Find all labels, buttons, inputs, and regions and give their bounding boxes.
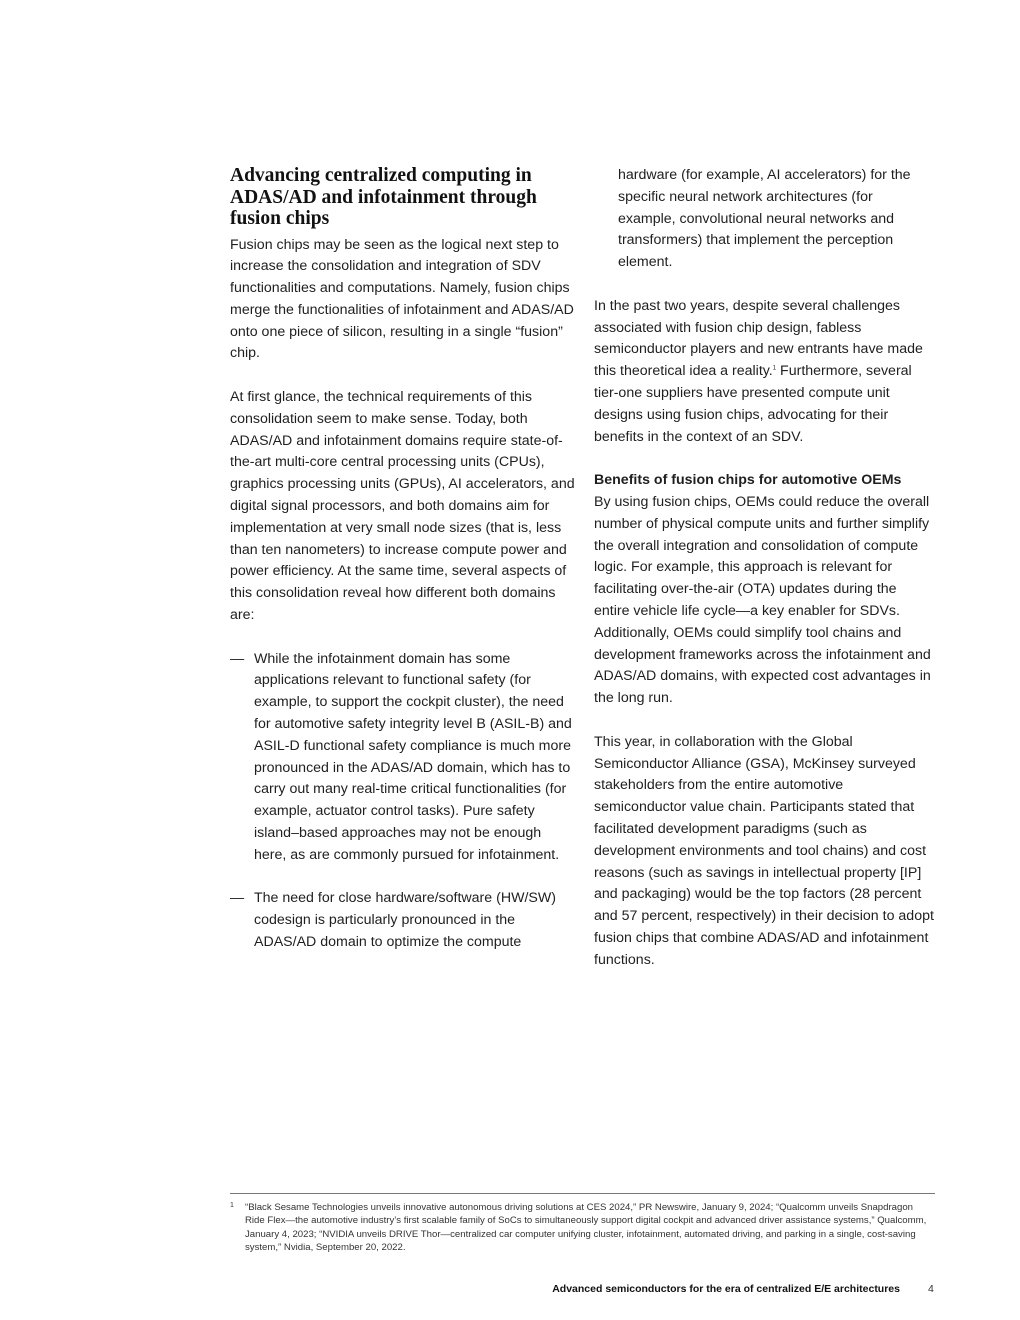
progress-text: In the past two years, despite several challenges associated with fusion chip design, fabless semiconductor players and new entrants have made this theoretical idea a reality. [594,297,923,380]
differences-list [230,649,575,954]
footnote-reference[interactable]: 1 [772,365,777,372]
list-item-text: While the infotainment domain has some applications relevant to functional safety (for example, to support the cockpit cluster), the need for automotive safety integrity level B (ASIL-B) and ASIL-D functional safety compliance is much more pronounced in the ADAS/AD domain, which has to carry out many real-time critical functionalities (for example, actuator control tasks). Pure safety island–based approaches may not be enough here, as are commonly pursued for infotainment. [254,650,572,863]
bullet-dash: — [230,890,245,907]
page-number: 4 [928,1283,934,1295]
list-item-text: The need for close hardware/software (HW/SW) codesign is particularly pronounced in the ADAS/AD domain to optimize the compute [254,890,556,950]
footnote-number: 1 [230,1202,234,1209]
progress-paragraph [594,296,934,449]
list-item [230,888,575,953]
left-column [230,165,575,976]
footnote [230,1201,935,1255]
progress-text-continued: Furthermore, several tier-one suppliers have presented compute unit designs using fusion chips, advocating for their benefits in the context of an SDV. [594,363,912,445]
subheading: Benefits of fusion chips for automotive OEMs [594,472,902,489]
footnote-divider [230,1193,935,1194]
benefits-paragraph: By using fusion chips, OEMs could reduce the overall number of physical compute units and further simplify the overall integration and consolidation of compute logic. For example, this approach is relevant for facilitating over-the-air (OTA) updates during the entire vehicle life cycle—a key enabler for SDVs. Additionally, OEMs could simplify tool chains and development frameworks across the infotainment and ADAS/AD domains, with expected cost advantages in the long run. [594,493,931,707]
footer-title: Advanced semiconductors for the era of centralized E/E architectures [552,1283,900,1295]
right-column [594,165,934,993]
survey-paragraph: This year, in collaboration with the Global Semiconductor Alliance (GSA), McKinsey surveyed stakeholders from the entire automotive semiconductor value chain. Participants stated that facilitated development paradigms (such as development environments and tool chains) and cost reasons (such as savings in intellectual property [IP] and packaging) would be the top factors (28 percent and 57 percent, respectively) in their decision to adopt fusion chips that combine ADAS/AD and infotainment functions. [594,733,934,968]
list-item-continuation: hardware (for example, AI accelerators) for the specific neural network architectures (for example, convolutional neural networks and transformers) that implement the perception element. [618,167,911,271]
footnote-text: “Black Sesame Technologies unveils innovative autonomous driving solutions at CES 2024,” PR Newswire, January 9, 2024; “Qualcomm unveils Snapdragon Ride Flex—the automotive industry’s first scalable family of SoCs to simultaneously support digital cockpit and advanced driver assistance systems,” Qualcomm, January 4, 2023; “NVIDIA unveils DRIVE Thor—centralized car computer unifying cluster, infotainment, automated driving, and parking in a single, cost-saving system,” Nvidia, September 20, 2022. [245,1202,927,1254]
section-heading: Advancing centralized computing in ADAS/AD and infotainment through fusion chips [230,165,537,229]
bullet-dash: — [230,650,245,667]
list-item [230,649,575,867]
intro-paragraph: Fusion chips may be seen as the logical next step to increase the consolidation and integration of SDV functionalities and computations. Namely, fusion chips merge the functionalities of infotainment and ADAS/AD onto one piece of silicon, resulting in a single “fusion” chip. [230,236,574,362]
requirements-paragraph: At first glance, the technical requirements of this consolidation seem to make sense. Today, both ADAS/AD and infotainment domains require state-of-the-art multi-core central processing units (CPUs), graphics processing units (GPUs), AI accelerators, and digital signal processors, and both domains aim for implementation at very small node sizes (that is, less than ten nanometers) to increase compute power and power efficiency. At the same time, several aspects of this consolidation reveal how different both domains are: [230,389,575,624]
